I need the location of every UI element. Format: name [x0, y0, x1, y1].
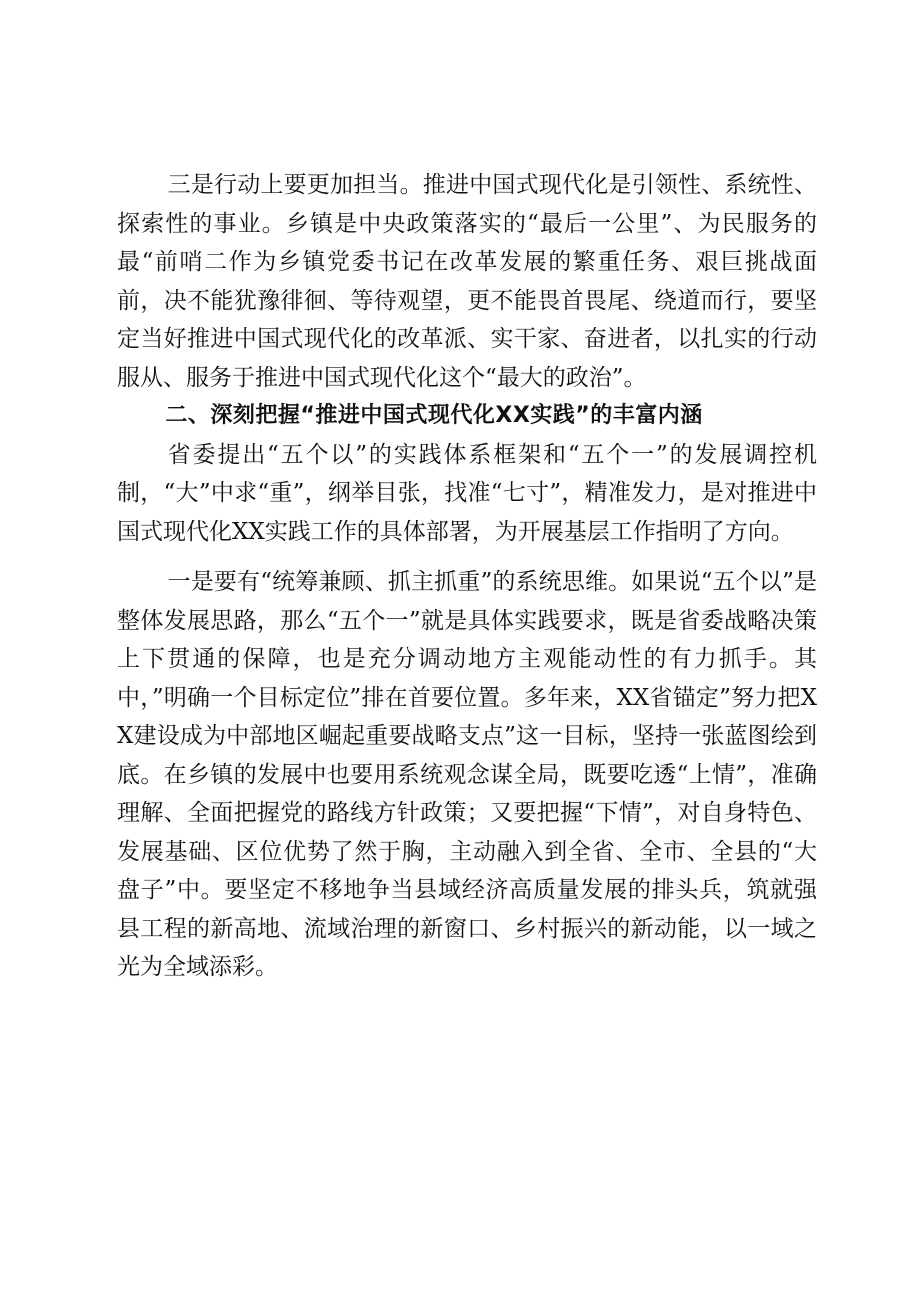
section-heading-2: 二、深刻把握“推进中国式现代化XX实践”的丰富内涵	[165, 403, 703, 428]
document-body	[117, 166, 817, 987]
paragraph-framework: 省委提出“五个以”的实践体系框架和“五个一”的发展调控机制，“大”中求“重”，纲举目张，找准“七寸”，精准发力，是对推进中国式现代化XX实践工作的具体部署，为开展基层工作指明了方向。	[117, 441, 817, 545]
paragraph-systems-thinking: 一是要有“统筹兼顾、抓主抓重”的系统思维。如果说“五个以”是整体发展思路，那么“五个一”就是具体实践要求，既是省委战略决策上下贯通的保障，也是充分调动地方主观能动性的有力抓手。其中，”明确一个目标定位”排在首要位置。多年来，XX省锚定”努力把XX建设成为中部地区崛起重要战略支点”这一目标，坚持一张蓝图绘到底。在乡镇的发展中也要用系统观念谋全局，既要吃透“上情”，准确理解、全面把握党的路线方针政策；又要把握“下情”，对自身特色、发展基础、区位优势了然于胸，主动融入到全省、全市、全县的“大盘子”中。要坚定不移地争当县域经济高质量发展的排头兵，筑就强县工程的新高地、流域治理的新窗口、乡村振兴的新动能，以一域之光为全域添彩。	[117, 569, 817, 980]
paragraph-action-responsibility: 三是行动上要更加担当。推进中国式现代化是引领性、系统性、探索性的事业。乡镇是中央政策落实的“最后一公里”、为民服务的最“前哨二作为乡镇党委书记在改革发展的繁重任务、艰巨挑战面前，决不能犹豫徘徊、等待观望，更不能畏首畏尾、绕道而行，要坚定当好推进中国式现代化的改革派、实干家、奋进者，以扎实的行动服从、服务于推进中国式现代化这个“最大的政治”。	[117, 172, 817, 391]
